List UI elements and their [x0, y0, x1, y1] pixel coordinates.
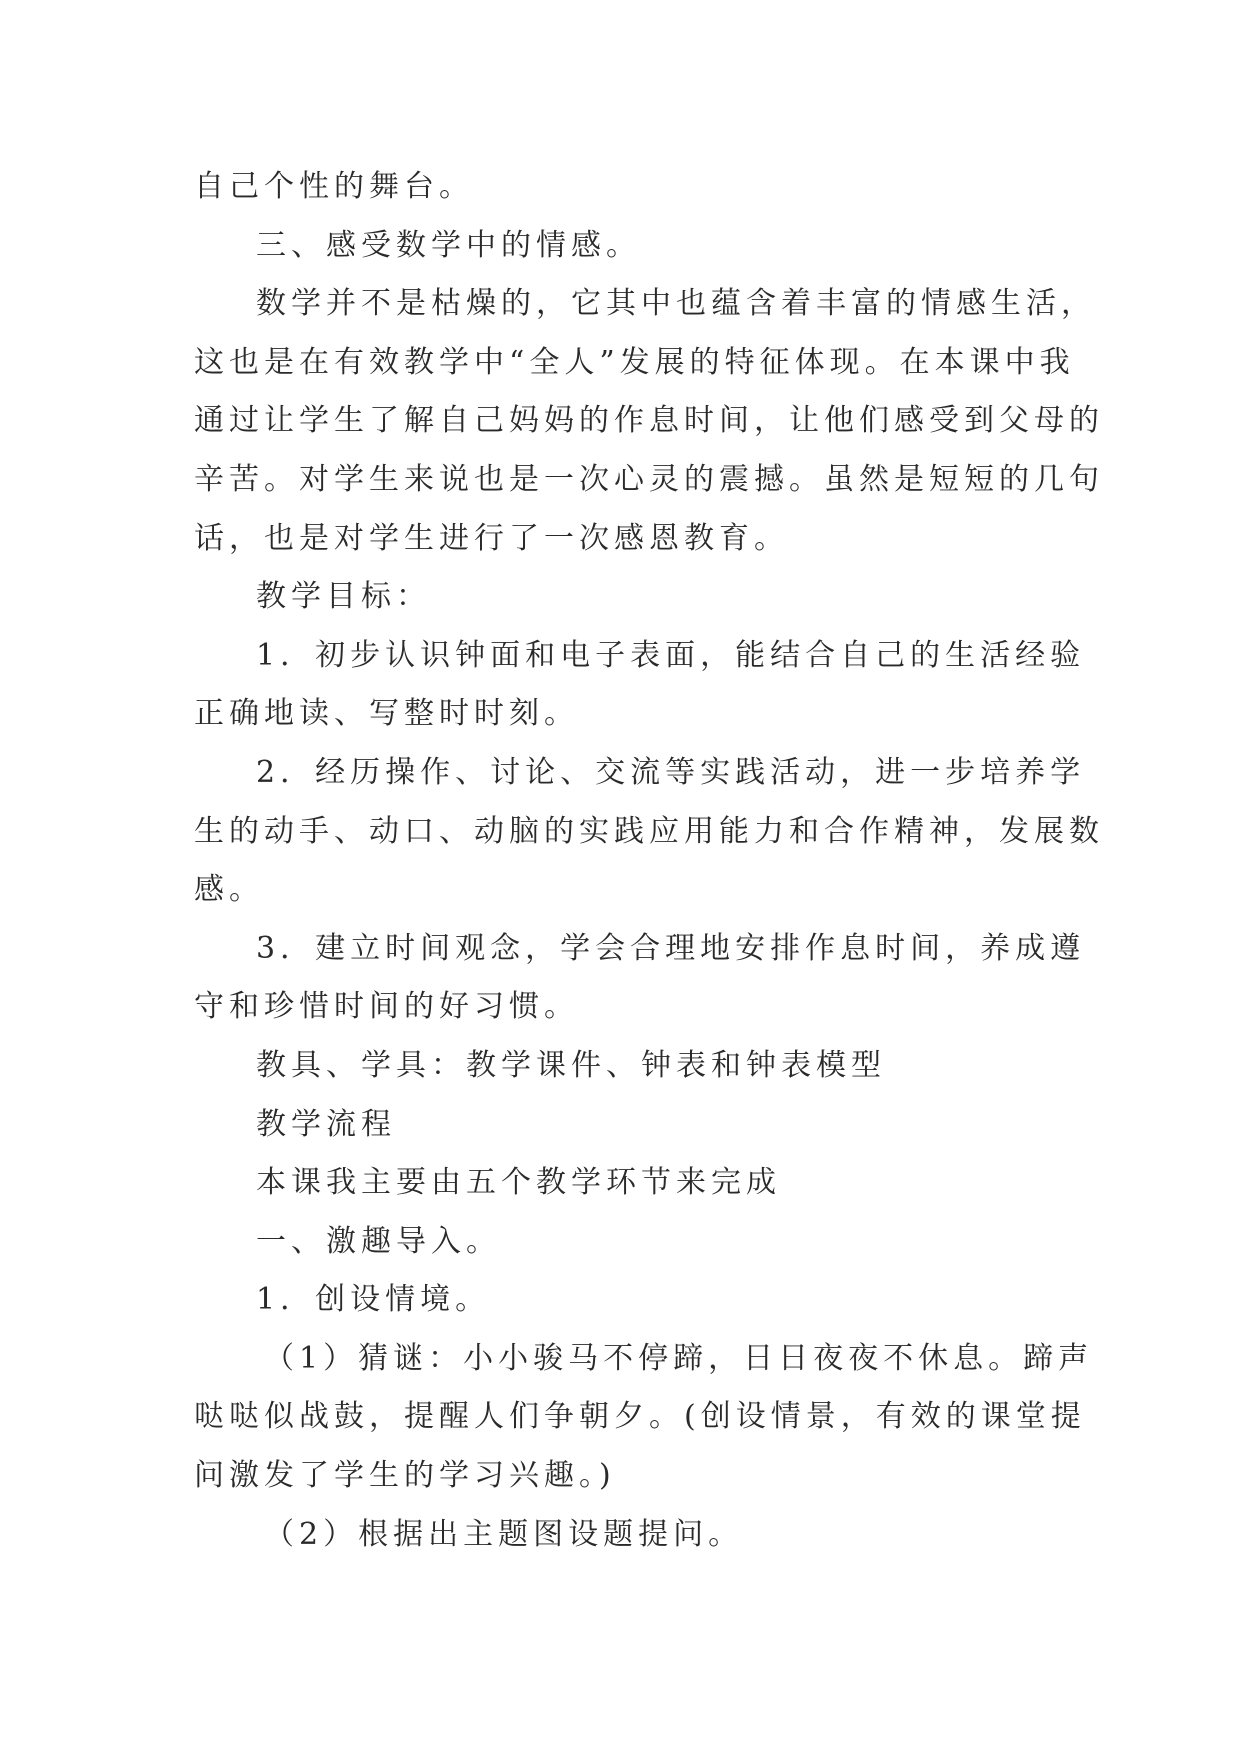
goal-item-2-cont: 生的动手、动口、动脑的实践应用能力和合作精神，发展数 — [194, 813, 1104, 849]
text-line-1: 自己个性的舞台。 — [194, 169, 474, 204]
paragraph-line: 本课我主要由五个教学环节来完成 — [256, 1165, 781, 1201]
list-item-1-cont: 问激发了学生的学习兴趣。) — [194, 1458, 616, 1494]
goal-item-2-cont: 感。 — [194, 872, 264, 908]
teaching-goals-heading: 教学目标： — [256, 579, 431, 615]
goal-item-1-cont: 正确地读、写整时时刻。 — [194, 696, 579, 732]
goal-item-2: 2．经历操作、讨论、交流等实践活动，进一步培养学 — [256, 754, 1086, 790]
goal-item-3: 3．建立时间观念，学会合理地安排作息时间，养成遵 — [256, 930, 1086, 966]
list-item-2: （2）根据出主题图设题提问。 — [264, 1516, 744, 1552]
teaching-flow-heading: 教学流程 — [256, 1106, 396, 1142]
goal-item-3-cont: 守和珍惜时间的好习惯。 — [194, 989, 579, 1025]
list-item-1: （1）猜谜：小小骏马不停蹄，日日夜夜不休息。蹄声 — [264, 1340, 1094, 1376]
paragraph-line: 通过让学生了解自己妈妈的作息时间，让他们感受到父母的 — [194, 403, 1104, 439]
section-heading-1: 一、激趣导入。 — [256, 1223, 501, 1259]
paragraph-line: 这也是在有效教学中“全人”发展的特征体现。在本课中我 — [194, 344, 1075, 380]
subsection-heading-1: 1．创设情境。 — [256, 1282, 491, 1318]
section-heading-3: 三、感受数学中的情感。 — [256, 227, 641, 263]
teaching-aids-line: 教具、学具：教学课件、钟表和钟表模型 — [256, 1047, 886, 1083]
paragraph-line: 辛苦。对学生来说也是一次心灵的震撼。虽然是短短的几句 — [194, 461, 1104, 497]
goal-item-1: 1．初步认识钟面和电子表面，能结合自己的生活经验 — [256, 637, 1086, 673]
paragraph-line: 话，也是对学生进行了一次感恩教育。 — [194, 520, 789, 556]
paragraph-line: 数学并不是枯燥的，它其中也蕴含着丰富的情感生活， — [256, 286, 1096, 322]
list-item-1-cont: 哒哒似战鼓，提醒人们争朝夕。(创设情景，有效的课堂提 — [194, 1399, 1086, 1435]
document-body — [194, 158, 1104, 1564]
